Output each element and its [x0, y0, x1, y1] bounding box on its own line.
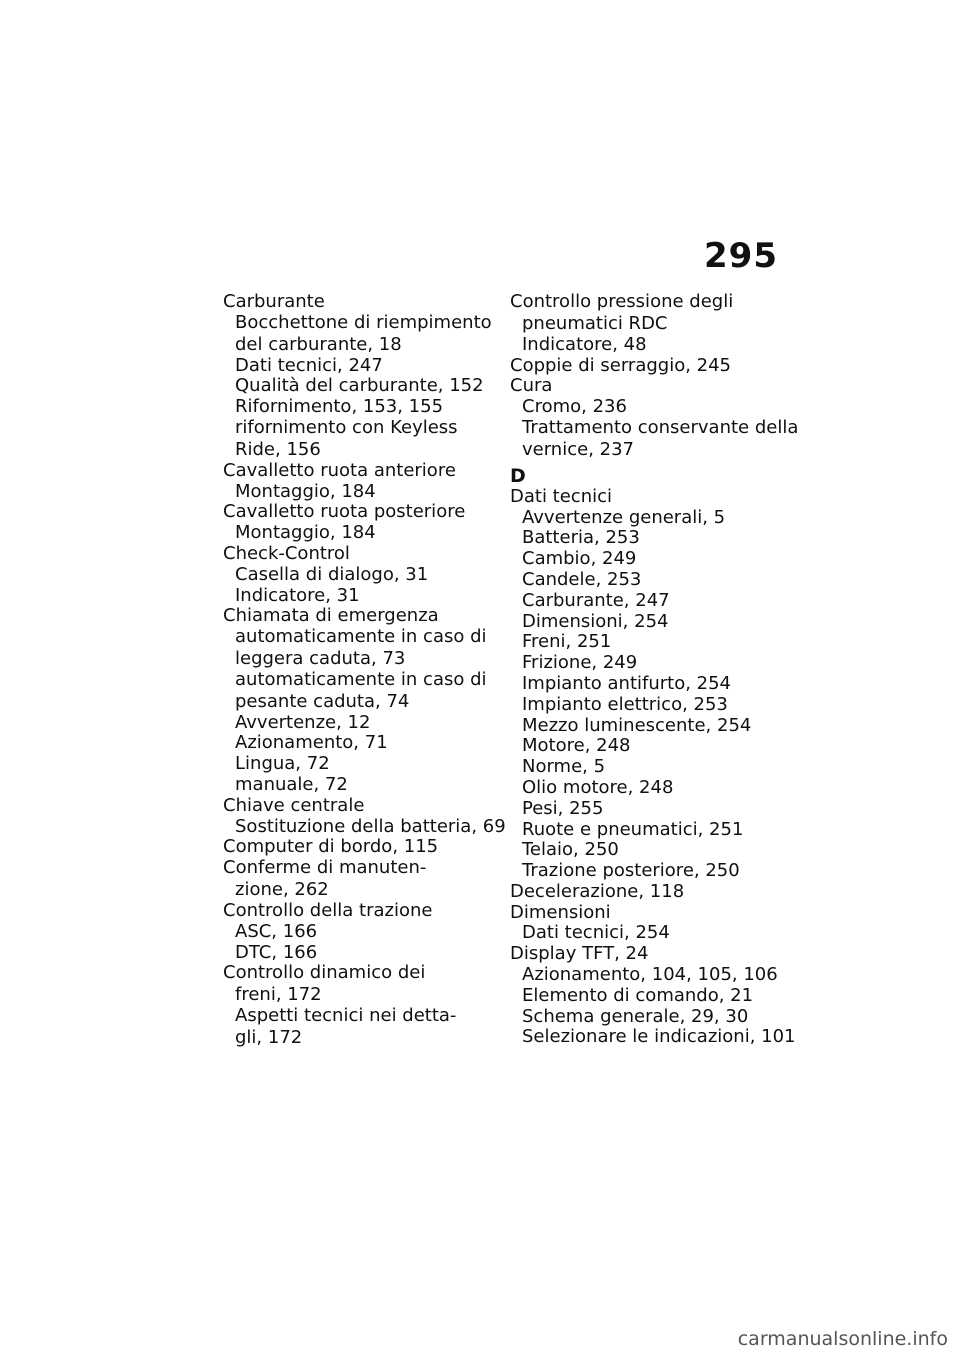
index-entry-continuation: del carburante, 18	[235, 333, 402, 355]
index-subentry: Avvertenze, 12	[235, 711, 371, 733]
index-subentry: Mezzo luminescente, 254	[522, 714, 752, 736]
index-entry: Conferme di manuten-	[223, 857, 427, 879]
index-subentry: Dati tecnici, 254	[522, 922, 670, 944]
index-subentry: Olio motore, 248	[522, 776, 674, 798]
index-subentry: Indicatore, 48	[522, 333, 647, 355]
page-number: 295	[704, 236, 778, 276]
index-entry: Controllo della trazione	[223, 900, 433, 922]
index-subentry: Elemento di comando, 21	[522, 984, 754, 1006]
index-entry: Decelerazione, 118	[510, 880, 685, 902]
index-subentry: Lingua, 72	[235, 753, 330, 775]
index-entry: Controllo pressione degli	[510, 291, 734, 312]
watermark-footer[interactable]: carmanualsonline.info	[737, 1328, 948, 1350]
index-subentry: Trattamento conservante della	[522, 416, 799, 438]
index-subentry: Azionamento, 71	[235, 732, 388, 754]
index-entry-continuation: pneumatici RDC	[522, 312, 668, 334]
index-subentry: Schema generale, 29, 30	[522, 1005, 749, 1027]
index-entry-continuation: leggera caduta, 73	[235, 648, 406, 670]
index-subentry: Candele, 253	[522, 568, 642, 590]
index-entry-continuation: pesante caduta, 74	[235, 690, 410, 712]
index-subentry: Trazione posteriore, 250	[522, 860, 740, 882]
index-entry-continuation: zione, 262	[235, 879, 329, 901]
index-entry: Chiave centrale	[223, 794, 365, 816]
index-subentry: Motore, 248	[522, 735, 631, 757]
index-subentry: Indicatore, 31	[235, 584, 360, 606]
index-subentry: Rifornimento, 153, 155	[235, 396, 444, 418]
index-subentry: ASC, 166	[235, 920, 318, 942]
index-entry: Chiamata di emergenza	[223, 605, 439, 627]
index-entry-continuation: Ride, 156	[235, 438, 321, 460]
index-subentry: automaticamente in caso di	[235, 668, 487, 690]
index-entry: Display TFT, 24	[510, 943, 649, 965]
index-entry: Check-Control	[223, 542, 350, 564]
index-subentry: Impianto elettrico, 253	[522, 693, 728, 715]
index-subentry: Cambio, 249	[522, 548, 637, 570]
index-subentry: automaticamente in caso di	[235, 626, 487, 648]
index-subentry: Montaggio, 184	[235, 480, 376, 502]
index-entry: Cavalletto ruota anteriore	[223, 459, 456, 481]
index-subentry: Qualità del carburante, 152	[235, 375, 484, 397]
index-entry: Cavalletto ruota posteriore	[223, 501, 466, 523]
index-subentry: Freni, 251	[522, 631, 612, 653]
index-letter-heading: D	[510, 464, 526, 487]
index-entry: Dimensioni	[510, 901, 611, 923]
index-subentry: Carburante, 247	[522, 589, 670, 611]
index-subentry: DTC, 166	[235, 941, 318, 963]
index-subentry: Sostituzione della batteria, 69	[235, 815, 506, 837]
index-subentry: Telaio, 250	[522, 839, 619, 861]
index-subentry: Selezionare le indicazioni, 101	[522, 1026, 796, 1048]
index-subentry: Dimensioni, 254	[522, 610, 669, 632]
index-entry: Cura	[510, 375, 553, 397]
index-subentry: Dati tecnici, 247	[235, 354, 383, 376]
index-subentry: Cromo, 236	[522, 396, 627, 418]
index-subentry: Azionamento, 104, 105, 106	[522, 964, 778, 986]
index-subentry: Montaggio, 184	[235, 522, 376, 544]
index-entry-continuation: vernice, 237	[522, 438, 634, 460]
index-subentry: Batteria, 253	[522, 527, 640, 549]
index-subentry: Frizione, 249	[522, 652, 638, 674]
index-entry: Dati tecnici	[510, 485, 613, 507]
index-subentry: manuale, 72	[235, 774, 348, 796]
index-entry: Coppie di serraggio, 245	[510, 354, 732, 376]
index-column-left	[223, 291, 506, 1049]
index-subentry: Bocchettone di riempimento	[235, 311, 492, 333]
index-subentry: Casella di dialogo, 31	[235, 563, 429, 585]
index-subentry: Impianto antifurto, 254	[522, 672, 732, 694]
index-entry: Computer di bordo, 115	[223, 836, 439, 858]
index-subentry: Norme, 5	[522, 756, 606, 778]
index-subentry: rifornimento con Keyless	[235, 416, 458, 438]
index-entry: Carburante	[223, 291, 325, 312]
index-entry-continuation: gli, 172	[235, 1027, 303, 1049]
index-subentry: Pesi, 255	[522, 797, 604, 819]
index-column-right	[510, 292, 800, 1048]
index-entry-continuation: freni, 172	[235, 984, 322, 1006]
index-subentry: Ruote e pneumatici, 251	[522, 818, 744, 840]
index-entry: Controllo dinamico dei	[223, 962, 426, 984]
index-subentry: Aspetti tecnici nei detta-	[235, 1005, 457, 1027]
index-subentry: Avvertenze generali, 5	[522, 506, 726, 528]
